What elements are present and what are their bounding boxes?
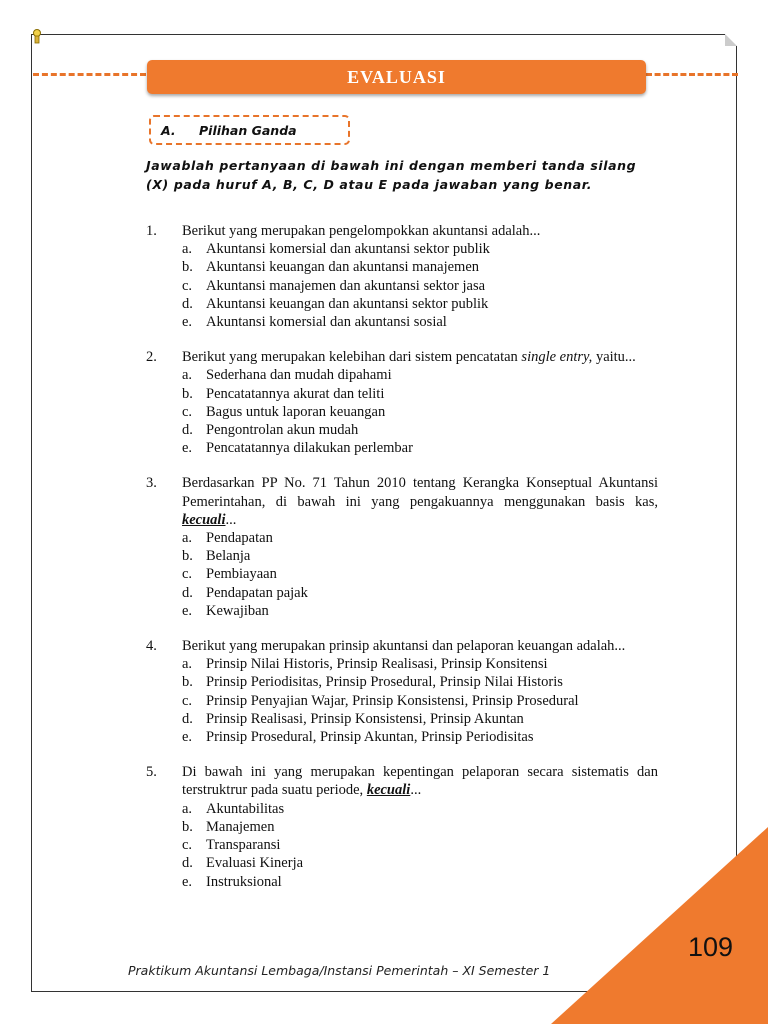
header-dash-right bbox=[646, 73, 738, 76]
question-list bbox=[146, 222, 658, 908]
question-number: 5. bbox=[146, 764, 157, 781]
option-item: d. Pendapatan pajak bbox=[182, 584, 308, 601]
option-item: b. Belanja bbox=[182, 548, 251, 565]
option-item: b. Akuntansi keuangan dan akuntansi manajemen bbox=[182, 259, 480, 276]
option-item: a. Akuntabilitas bbox=[182, 800, 285, 817]
banner-title: EVALUASI bbox=[347, 66, 446, 87]
question-text: Berdasarkan PP No. 71 Tahun 2010 tentang Kerangka Konseptual Akuntansi Pemerintahan, di bawah ini yang pengakuannya menggunakan basis kas, kecuali... bbox=[182, 475, 658, 528]
term-single-entry: single entry, bbox=[521, 349, 593, 366]
option-item: d. Evaluasi Kinerja bbox=[182, 855, 304, 872]
option-item: e. Instruksional bbox=[182, 873, 282, 890]
option-item: a. Akuntansi komersial dan akuntansi sektor publik bbox=[182, 241, 490, 258]
option-item: b. Manajemen bbox=[182, 818, 275, 835]
question-3 bbox=[146, 474, 658, 620]
option-item: e. Pencatatannya dilakukan perlembar bbox=[182, 440, 413, 457]
question-text: Berikut yang merupakan prinsip akuntansi dan pelaporan keuangan adalah... bbox=[182, 638, 626, 655]
option-item: a. Prinsip Nilai Historis, Prinsip Realisasi, Prinsip Konsitensi bbox=[182, 656, 548, 673]
emphasis-kecuali: kecuali bbox=[366, 782, 411, 799]
option-item: e. Prinsip Prosedural, Prinsip Akuntan, Prinsip Periodisitas bbox=[182, 729, 534, 746]
option-item: d. Akuntansi keuangan dan akuntansi sektor publik bbox=[182, 295, 489, 312]
option-item: b. Prinsip Periodisitas, Prinsip Prosedural, Prinsip Nilai Historis bbox=[182, 674, 563, 691]
corner-triangle-decoration bbox=[551, 827, 768, 1024]
section-letter: A. bbox=[161, 122, 176, 138]
question-number: 1. bbox=[146, 223, 157, 239]
question-1 bbox=[146, 222, 658, 331]
footer-text: Praktikum Akuntansi Lembaga/Instansi Pemerintah – XI Semester 1 bbox=[128, 963, 551, 978]
question-number: 4. bbox=[146, 638, 157, 655]
question-number: 2. bbox=[146, 349, 157, 366]
page-number: 109 bbox=[688, 932, 734, 962]
pin-icon bbox=[30, 28, 44, 46]
option-item: c. Prinsip Penyajian Wajar, Prinsip Konsistensi, Prinsip Prosedural bbox=[182, 692, 579, 709]
option-item: e. Akuntansi komersial dan akuntansi sosial bbox=[182, 314, 447, 331]
option-item: e. Kewajiban bbox=[182, 602, 269, 619]
question-number: 3. bbox=[146, 475, 157, 492]
option-item: c. Transparansi bbox=[182, 837, 281, 854]
question-text: Berikut yang merupakan pengelompokkan akuntansi adalah... bbox=[182, 223, 541, 239]
option-item: c. Pembiayaan bbox=[182, 566, 277, 583]
option-item: c. Bagus untuk laporan keuangan bbox=[182, 403, 386, 420]
option-item: d. Pengontrolan akun mudah bbox=[182, 422, 359, 439]
page-corner-fold bbox=[725, 34, 737, 46]
emphasis-kecuali: kecuali bbox=[182, 511, 226, 528]
section-title: Pilihan Ganda bbox=[199, 122, 297, 138]
option-item: a. Pendapatan bbox=[182, 530, 273, 547]
question-4 bbox=[146, 637, 658, 746]
header-dash-left bbox=[33, 73, 146, 76]
instruction-text: Jawablah pertanyaan di bawah ini dengan memberi tanda silang (X) pada huruf A, B, C, D atau E pada jawaban yang benar. bbox=[146, 158, 637, 192]
section-label-box bbox=[149, 115, 350, 145]
option-item: a. Sederhana dan mudah dipahami bbox=[182, 367, 392, 384]
question-text: Berikut yang merupakan kelebihan dari sistem pencatatan single entry, yaitu... bbox=[182, 349, 636, 366]
option-item: b. Pencatatannya akurat dan teliti bbox=[182, 385, 385, 402]
evaluation-banner bbox=[147, 60, 646, 94]
option-item: d. Prinsip Realisasi, Prinsip Konsistensi, Prinsip Akuntan bbox=[182, 710, 524, 727]
question-2 bbox=[146, 348, 658, 457]
question-text: Di bawah ini yang merupakan kepentingan pelaporan secara sistematis dan terstruktrur pada suatu periode, kecuali... bbox=[182, 764, 658, 799]
option-item: c. Akuntansi manajemen dan akuntansi sektor jasa bbox=[182, 277, 486, 294]
